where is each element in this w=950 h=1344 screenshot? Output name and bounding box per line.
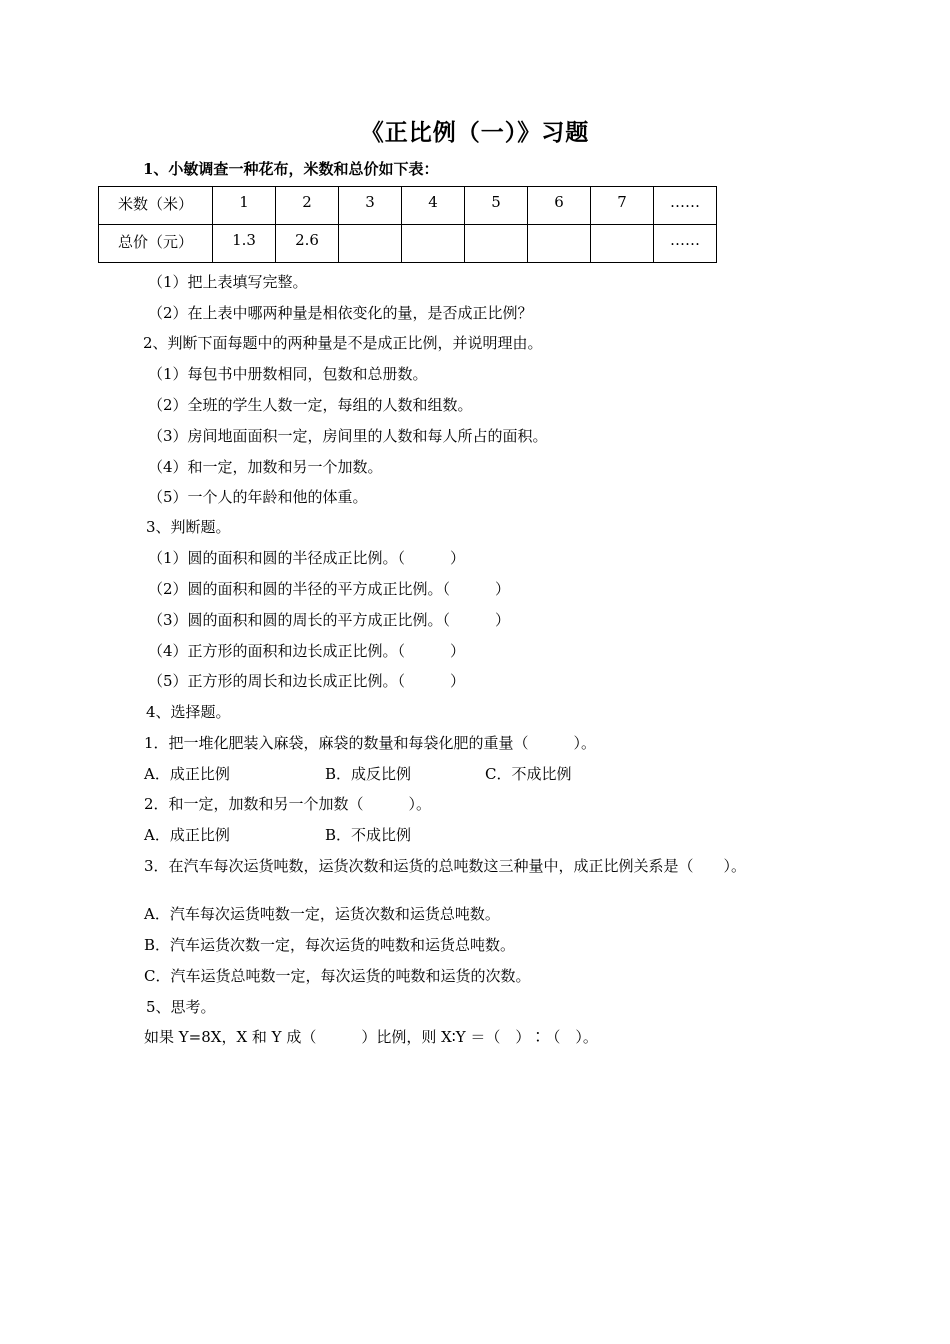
question-2-item: （4）和一定，加数和另一个加数。: [148, 458, 383, 476]
question-2-item: （3）房间地面面积一定，房间里的人数和每人所占的面积。: [148, 427, 548, 445]
choice-question-1: 1．把一堆化肥装入麻袋，麻袋的数量和每袋化肥的重量（ ）。: [144, 734, 597, 752]
choice-question-3: 3．在汽车每次运货吨数，运货次数和运货的总吨数这三种量中，成正比例关系是（ ）。: [144, 857, 747, 875]
table-row-price: [99, 225, 717, 263]
table-cell: 1: [213, 187, 276, 225]
choice-question-2: 2．和一定，加数和另一个加数（ ）。: [144, 795, 432, 813]
table-cell-blank[interactable]: [591, 225, 654, 263]
question-3-item: （2）圆的面积和圆的半径的平方成正比例。（ ）: [148, 580, 511, 598]
table-row-meters: [99, 187, 717, 225]
table-cell: 5: [465, 187, 528, 225]
table-cell: 米数（米）: [99, 187, 213, 225]
question-3-item: （1）圆的面积和圆的半径成正比例。（ ）: [148, 549, 466, 567]
table-cell: 3: [339, 187, 402, 225]
choice-option-c: C．汽车运货总吨数一定，每次运货的吨数和运货的次数。: [144, 967, 531, 985]
question-3-heading: 3、判断题。: [146, 518, 231, 536]
choice-option-b: B．汽车运货次数一定，每次运货的吨数和运货总吨数。: [144, 936, 516, 954]
choice-option-a: A．成正比例: [144, 765, 230, 783]
table-cell: 7: [591, 187, 654, 225]
table-cell-blank[interactable]: [339, 225, 402, 263]
table-cell: 1.3: [213, 225, 276, 263]
question-5-text: 如果 Y=8X，X 和 Y 成（ ）比例，则 X∶Y ＝（ ）∶（ ）。: [144, 1028, 598, 1046]
choice-option-b: B．不成比例: [325, 826, 412, 844]
choice-option-a: A．汽车每次运货吨数一定，运货次数和运货总吨数。: [144, 905, 500, 923]
table-cell: 6: [528, 187, 591, 225]
question-3-item: （4）正方形的面积和边长成正比例。（ ）: [148, 642, 466, 660]
question-3-item: （3）圆的面积和圆的周长的平方成正比例。（ ）: [148, 611, 511, 629]
question-2-item: （5）一个人的年龄和他的体重。: [148, 488, 368, 506]
question-4-heading: 4、选择题。: [146, 703, 231, 721]
table-cell: 总价（元）: [99, 225, 213, 263]
question-2-heading: 2、判断下面每题中的两种量是不是成正比例，并说明理由。: [143, 334, 543, 352]
table-cell: ……: [654, 225, 717, 263]
page-title: 《正比例（一）》习题: [360, 119, 590, 146]
table-cell-blank[interactable]: [465, 225, 528, 263]
question-2-item: （2）全班的学生人数一定，每组的人数和组数。: [148, 396, 473, 414]
question-1-heading: 1、小敏调查一种花布，米数和总价如下表：: [143, 160, 439, 178]
table-cell: 2: [276, 187, 339, 225]
choice-option-a: A．成正比例: [144, 826, 230, 844]
question-1-sub-1: （1）把上表填写完整。: [148, 273, 308, 291]
choice-option-b: B．成反比例: [325, 765, 412, 783]
table-cell-blank[interactable]: [402, 225, 465, 263]
table-cell: 4: [402, 187, 465, 225]
choice-option-c: C．不成比例: [485, 765, 572, 783]
question-1-sub-2: （2）在上表中哪两种量是相依变化的量，是否成正比例？: [148, 304, 533, 322]
question-5-heading: 5、思考。: [146, 998, 216, 1016]
table-cell-blank[interactable]: [528, 225, 591, 263]
table-cell: ……: [654, 187, 717, 225]
table-cell: 2.6: [276, 225, 339, 263]
question-2-item: （1）每包书中册数相同，包数和总册数。: [148, 365, 428, 383]
data-table: [98, 186, 717, 263]
question-3-item: （5）正方形的周长和边长成正比例。（ ）: [148, 672, 466, 690]
